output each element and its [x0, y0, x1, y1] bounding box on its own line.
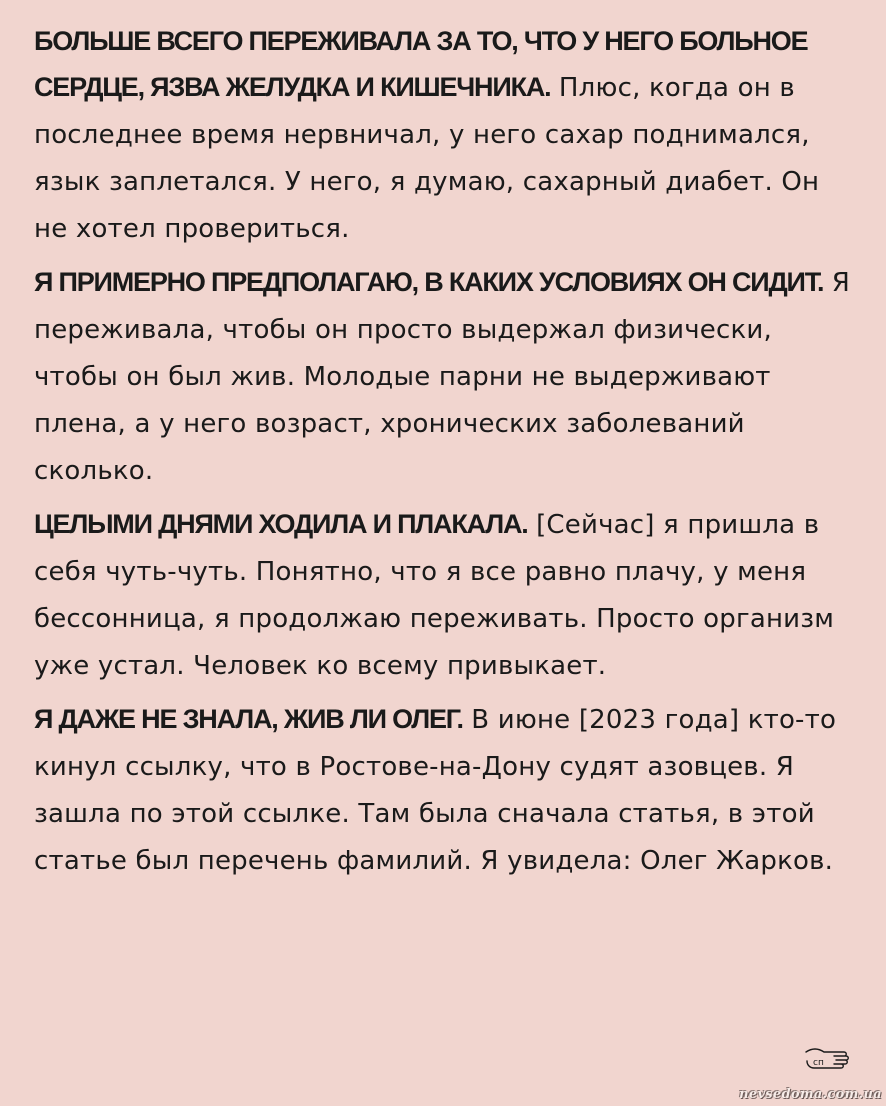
paragraph-lead: ЦЕЛЫМИ ДНЯМИ ХОДИЛА И ПЛАКАЛА. — [34, 509, 528, 539]
paragraph-text: [Сейчас] я пришла в себя чуть-чуть. Понятно, что я все равно плачу, у меня бессонница, я продолжаю переживать. Просто организм уже устал. Человек ко всему привыкает. — [34, 510, 835, 681]
paragraph-2 — [34, 259, 856, 494]
logo-text: сп — [813, 1058, 824, 1068]
paragraph-text: Плюс, когда он в последнее время нервничал, у него сахар поднимался, язык заплетался. У него, я думаю, сахарный диабет. Он не хотел провериться. — [34, 73, 820, 244]
paragraph-4 — [34, 696, 856, 884]
paragraph-lead: БОЛЬШЕ ВСЕГО ПЕРЕЖИВАЛА ЗА ТО, ЧТО У НЕГО БОЛЬНОЕ СЕРДЦЕ, ЯЗВА ЖЕЛУДКА И КИШЕЧНИКА. — [34, 26, 808, 102]
paragraph-text: В июне [2023 года] кто-то кинул ссылку, что в Ростове-на-Дону судят азовцев. Я зашла по этой ссылке. Там была сначала статья, в этой статье был перечень фамилий. Я увидела: Олег Жарков. — [34, 705, 837, 876]
paragraph-3 — [34, 501, 856, 689]
hand-logo-icon — [804, 1046, 850, 1070]
paragraph-text: Я переживала, чтобы он просто выдержал физически, чтобы он был жив. Молодые парни не выдерживают плена, а у него возраст, хронических заболеваний сколько. — [34, 268, 851, 486]
paragraph-1 — [34, 18, 856, 252]
article — [34, 18, 856, 891]
paragraph-lead: Я ПРИМЕРНО ПРЕДПОЛАГАЮ, В КАКИХ УСЛОВИЯХ ОН СИДИТ. — [34, 267, 824, 297]
watermark: nevsedoma.com.ua — [739, 1087, 882, 1102]
paragraph-lead: Я ДАЖЕ НЕ ЗНАЛА, ЖИВ ЛИ ОЛЕГ. — [34, 704, 463, 734]
